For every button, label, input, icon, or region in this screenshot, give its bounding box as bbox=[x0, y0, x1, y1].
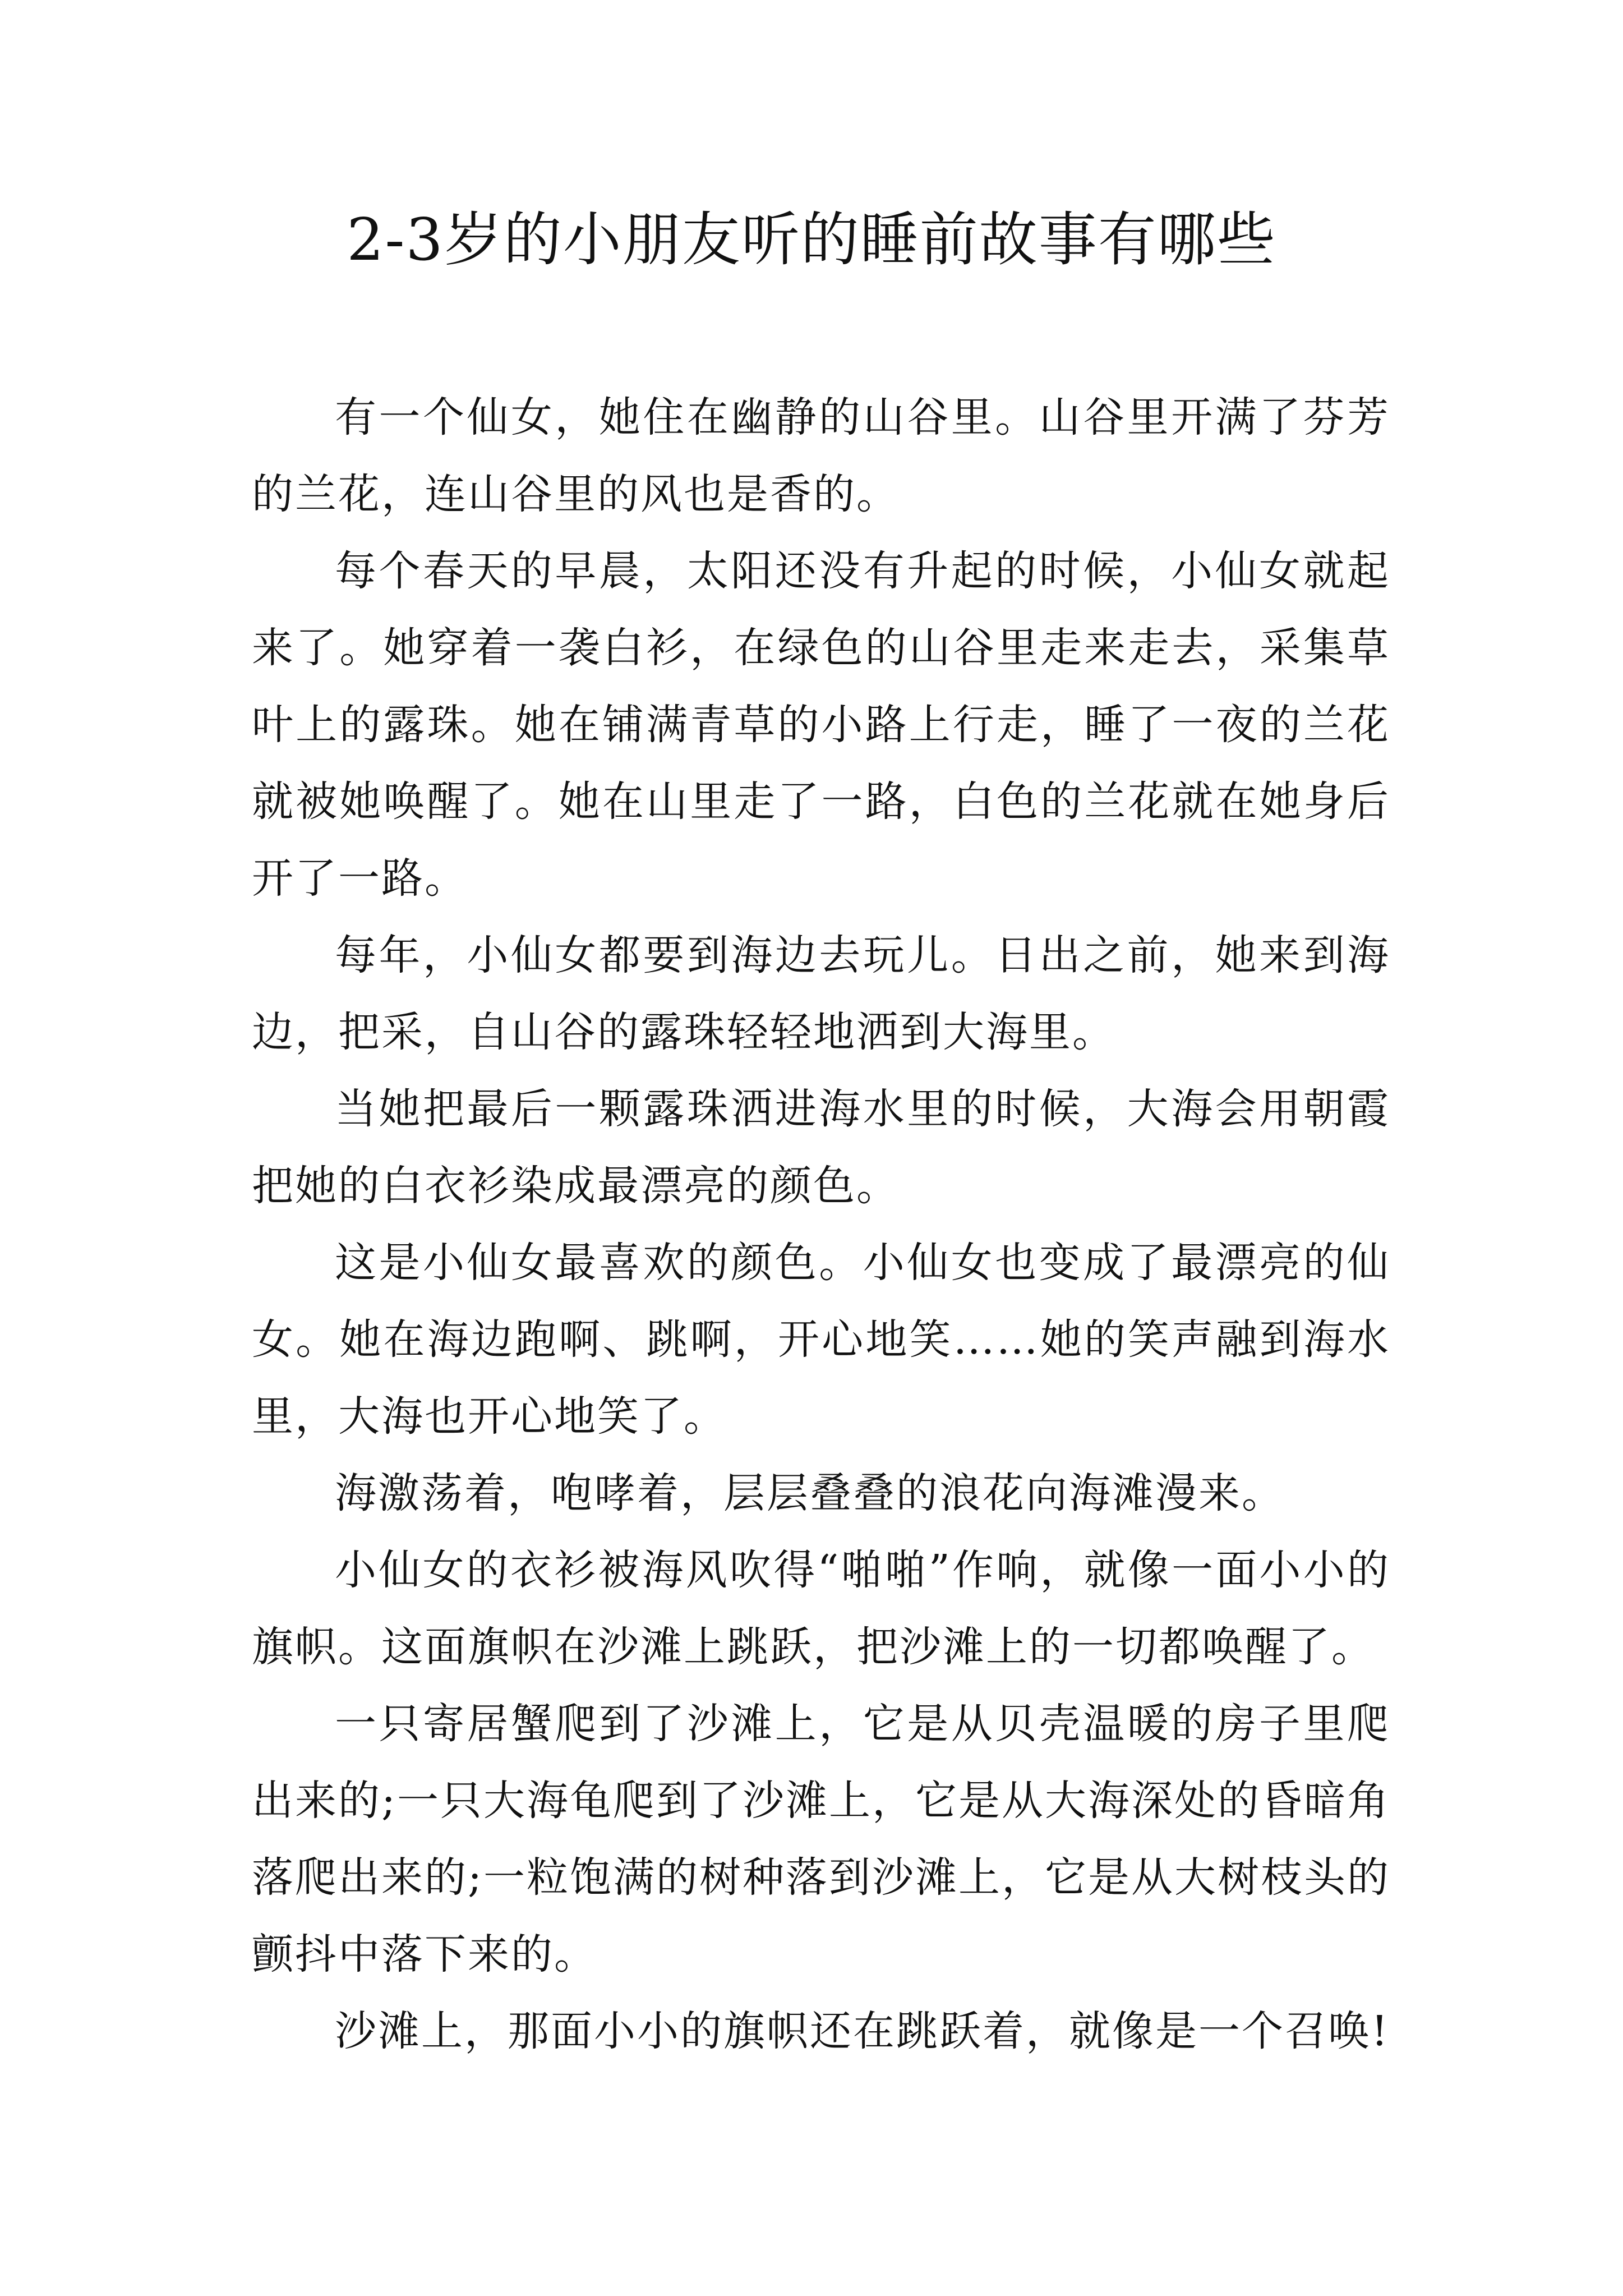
paragraph: 这是小仙女最喜欢的颜色。小仙女也变成了最漂亮的仙女。她在海边跑啊、跳啊，开心地笑……她的笑声融到海水里，大海也开心地笑了。 bbox=[252, 1239, 1390, 1441]
paragraph: 每个春天的早晨，太阳还没有升起的时候，小仙女就起来了。她穿着一袭白衫，在绿色的山谷里走来走去，采集草叶上的露珠。她在铺满青草的小路上行走，睡了一夜的兰花就被她唤醒了。她在山里走了一路，白色的兰花就在她身后开了一路。 bbox=[252, 547, 1390, 903]
paragraph: 当她把最后一颗露珠洒进海水里的时候，大海会用朝霞把她的白衣衫染成最漂亮的颜色。 bbox=[252, 1085, 1390, 1210]
document-title: 2-3岁的小朋友听的睡前故事有哪些 bbox=[347, 205, 1276, 274]
paragraph: 小仙女的衣衫被海风吹得“啪啪”作响，就像一面小小的旗帜。这面旗帜在沙滩上跳跃，把沙滩上的一切都唤醒了。 bbox=[252, 1546, 1390, 1671]
paragraph: 一只寄居蟹爬到了沙滩上，它是从贝壳温暖的房子里爬出来的;一只大海龟爬到了沙滩上，它是从大海深处的昏暗角落爬出来的;一粒饱满的树种落到沙滩上，它是从大树枝头的颤抖中落下来的。 bbox=[252, 1700, 1390, 1978]
paragraph: 每年，小仙女都要到海边去玩儿。日出之前，她来到海边，把采，自山谷的露珠轻轻地洒到大海里。 bbox=[252, 931, 1390, 1056]
paragraph: 有一个仙女，她住在幽静的山谷里。山谷里开满了芬芳的兰花，连山谷里的风也是香的。 bbox=[252, 393, 1390, 518]
paragraph: 沙滩上，那面小小的旗帜还在跳跃着，就像是一个召唤! bbox=[335, 2007, 1390, 2055]
document-body bbox=[252, 379, 1390, 2070]
paragraph: 海激荡着，咆哮着，层层叠叠的浪花向海滩漫来。 bbox=[335, 1469, 1285, 1517]
